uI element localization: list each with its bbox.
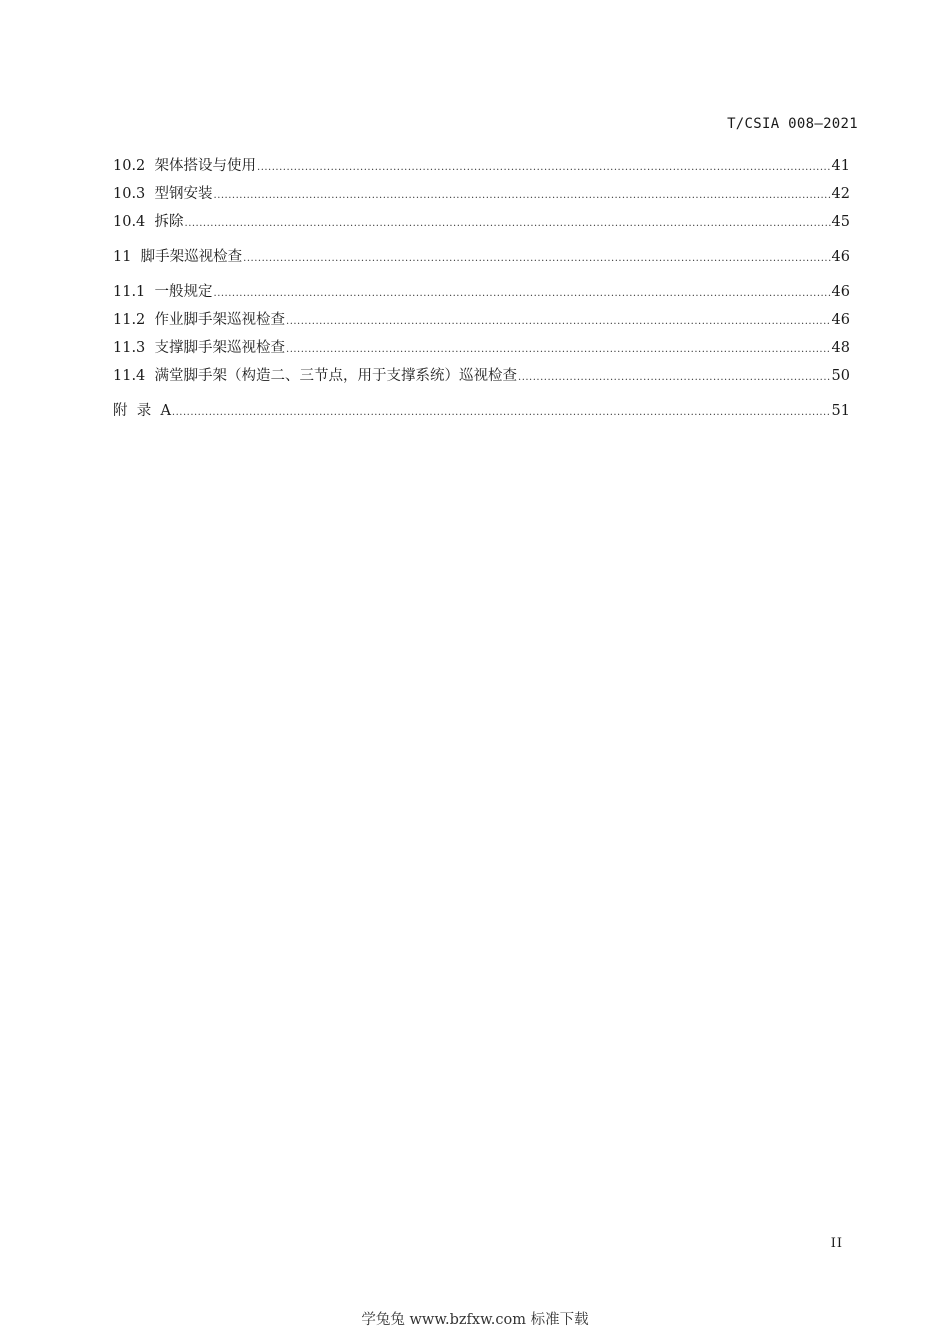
toc-entry-title: 支撑脚手架巡视检查 — [154, 340, 286, 356]
toc-entry-number: 附 录 — [113, 403, 161, 419]
toc-leader-dots — [286, 316, 831, 327]
toc-entry-page: 46 — [831, 312, 850, 328]
toc-leader-dots — [214, 190, 831, 201]
toc-entry[interactable] — [113, 182, 850, 206]
toc-entry-page: 48 — [831, 340, 850, 356]
toc-entry-number: 10.2 — [113, 158, 155, 174]
toc-entry[interactable] — [113, 399, 850, 423]
toc-entry-title: 型钢安装 — [154, 186, 213, 202]
toc-entry-page: 42 — [831, 186, 850, 202]
toc-entry-title: 拆除 — [154, 214, 184, 230]
toc-entry-page: 46 — [831, 249, 850, 265]
toc-entry-page: 45 — [831, 214, 850, 230]
toc-entry-number: 11.4 — [113, 368, 155, 384]
toc-leader-dots — [185, 218, 831, 229]
toc-leader-dots — [286, 344, 831, 355]
toc-entry-number: 11.1 — [113, 284, 155, 300]
page-number: II — [830, 1236, 843, 1251]
toc-entry[interactable] — [113, 245, 850, 269]
toc-entry-page: 46 — [831, 284, 850, 300]
toc-entry[interactable] — [113, 364, 850, 388]
footer-watermark: 学兔兔 www.bzfxw.com 标准下载 — [361, 1312, 589, 1328]
toc-entry-number: 11.2 — [113, 312, 155, 328]
toc-entry-title: 一般规定 — [154, 284, 213, 300]
toc-leader-dots — [214, 288, 831, 299]
toc-entry[interactable] — [113, 336, 850, 360]
toc-entry-number: 10.4 — [113, 214, 155, 230]
toc-leader-dots — [243, 253, 830, 264]
toc-entry-page: 50 — [831, 368, 850, 384]
toc-entry[interactable] — [113, 210, 850, 234]
toc-entry-title: 架体搭设与使用 — [154, 158, 257, 174]
toc-entry-number: 11 — [113, 249, 141, 265]
toc-entry[interactable] — [113, 154, 850, 178]
toc-leader-dots — [172, 407, 831, 418]
toc-entry-number: 11.3 — [113, 340, 155, 356]
toc-entry-title: 脚手架巡视检查 — [140, 249, 243, 265]
toc-entry-number: 10.3 — [113, 186, 155, 202]
toc-leader-dots — [518, 372, 831, 383]
document-code: T/CSIA 008—2021 — [727, 116, 858, 132]
toc-entry-title: 作业脚手架巡视检查 — [154, 312, 286, 328]
toc-entry[interactable] — [113, 280, 850, 304]
toc-entry-page: 41 — [831, 158, 850, 174]
toc-entry-page: 51 — [831, 403, 850, 419]
toc-entry[interactable] — [113, 308, 850, 332]
toc-entry-title: 满堂脚手架（构造二、三节点，用于支撑系统）巡视检查 — [154, 368, 518, 384]
toc-entry-title: A — [160, 403, 171, 419]
toc-leader-dots — [257, 162, 831, 173]
